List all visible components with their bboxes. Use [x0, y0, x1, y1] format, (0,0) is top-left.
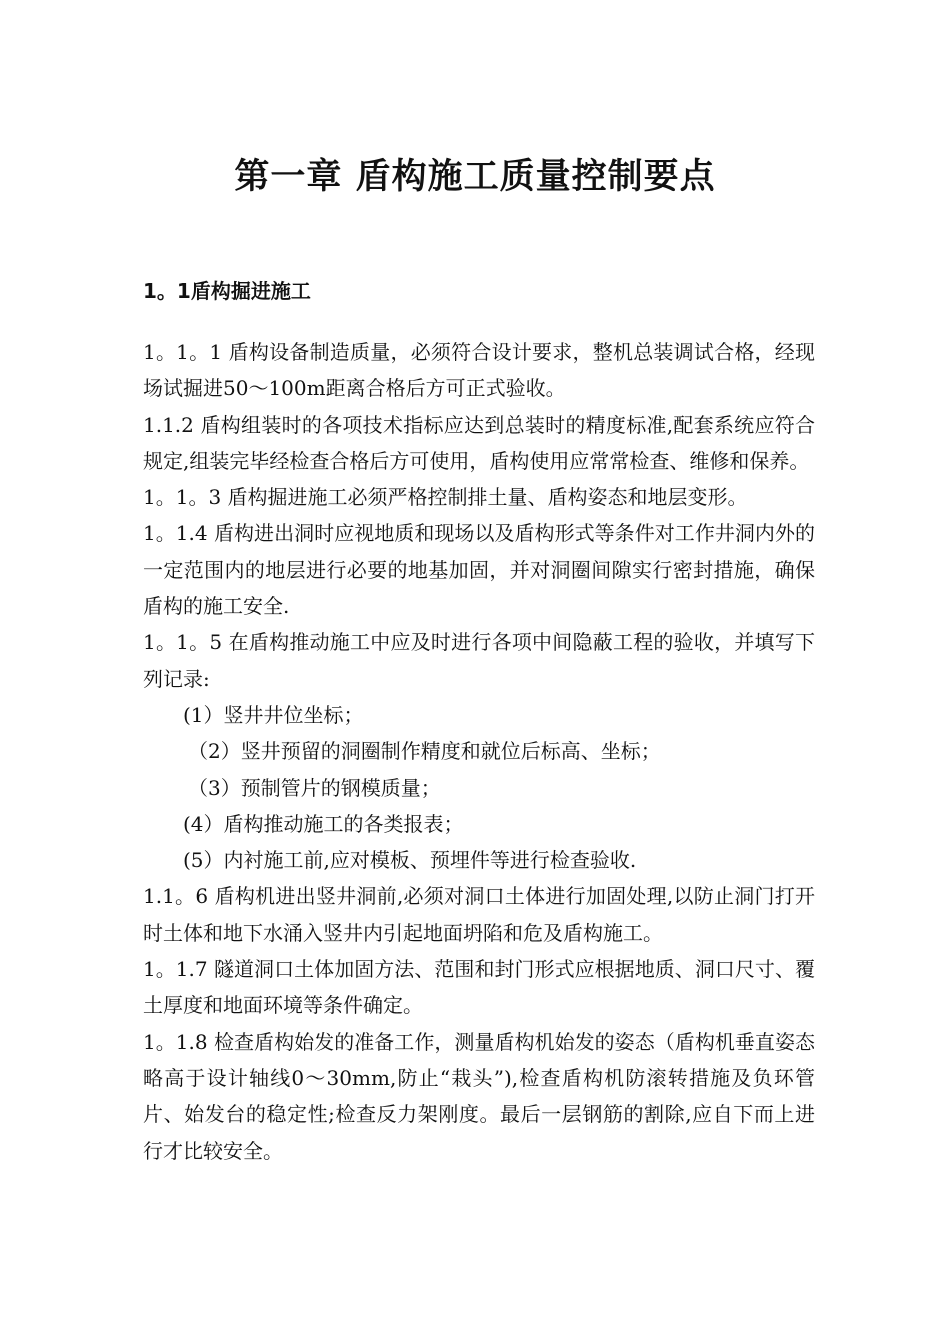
- document-body: [143, 334, 815, 1169]
- paragraph-1-1-5: 1。1。5 在盾构推动施工中应及时进行各项中间隐蔽工程的验收，并填写下列记录:: [143, 630, 815, 691]
- paragraph-1-1-1: 1。1。1 盾构设备制造质量，必须符合设计要求，整机总装调试合格，经现场试掘进50～100m距离合格后方可正式验收。: [143, 340, 815, 401]
- paragraph-1-1-7: 1。1.7 隧道洞口土体加固方法、范围和封门形式应根据地质、洞口尺寸、覆土厚度和地面环境等条件确定。: [143, 957, 815, 1018]
- section-heading: 1。1盾构掘进施工: [143, 279, 311, 303]
- record-item-4: (4）盾构推动施工的各类报表；: [183, 811, 464, 836]
- paragraph-1-1-4: 1。1.4 盾构进出洞时应视地质和现场以及盾构形式等条件对工作井洞内外的一定范围内的地层进行必要的地基加固，并对洞圈间隙实行密封措施，确保盾构的施工安全.: [143, 521, 815, 619]
- record-item-1: (1）竖井井位坐标；: [183, 702, 364, 727]
- chapter-title: 第一章 盾构施工质量控制要点: [234, 157, 716, 197]
- paragraph-1-1-6: 1.1。6 盾构机进出竖井洞前,必须对洞口土体进行加固处理,以防止洞门打开时土体和地下水涌入竖井内引起地面坍陷和危及盾构施工。: [143, 884, 815, 945]
- paragraph-1-1-3: 1。1。3 盾构掘进施工必须严格控制排土量、盾构姿态和地层变形。: [143, 485, 748, 510]
- record-item-3: （3）预制管片的钢模质量；: [188, 775, 441, 800]
- record-item-5: (5）内衬施工前,应对模板、预埋件等进行检查验收.: [183, 848, 637, 873]
- paragraph-1-1-2: 1.1.2 盾构组装时的各项技术指标应达到总装时的精度标准,配套系统应符合规定,组装完毕经检查合格后方可使用，盾构使用应常常检查、维修和保养。: [143, 412, 815, 473]
- paragraph-1-1-8: 1。1.8 检查盾构始发的准备工作，测量盾构机始发的姿态（盾构机垂直姿态略高于设计轴线0～30mm,防止“栽头”),检查盾构机防滚转措施及负环管片、始发台的稳定性;检查反力架刚度。最后一层钢筋的割除,应自下而上进行才比较安全。: [143, 1029, 815, 1163]
- record-item-2: （2）竖井预留的洞圈制作精度和就位后标高、坐标；: [188, 739, 661, 764]
